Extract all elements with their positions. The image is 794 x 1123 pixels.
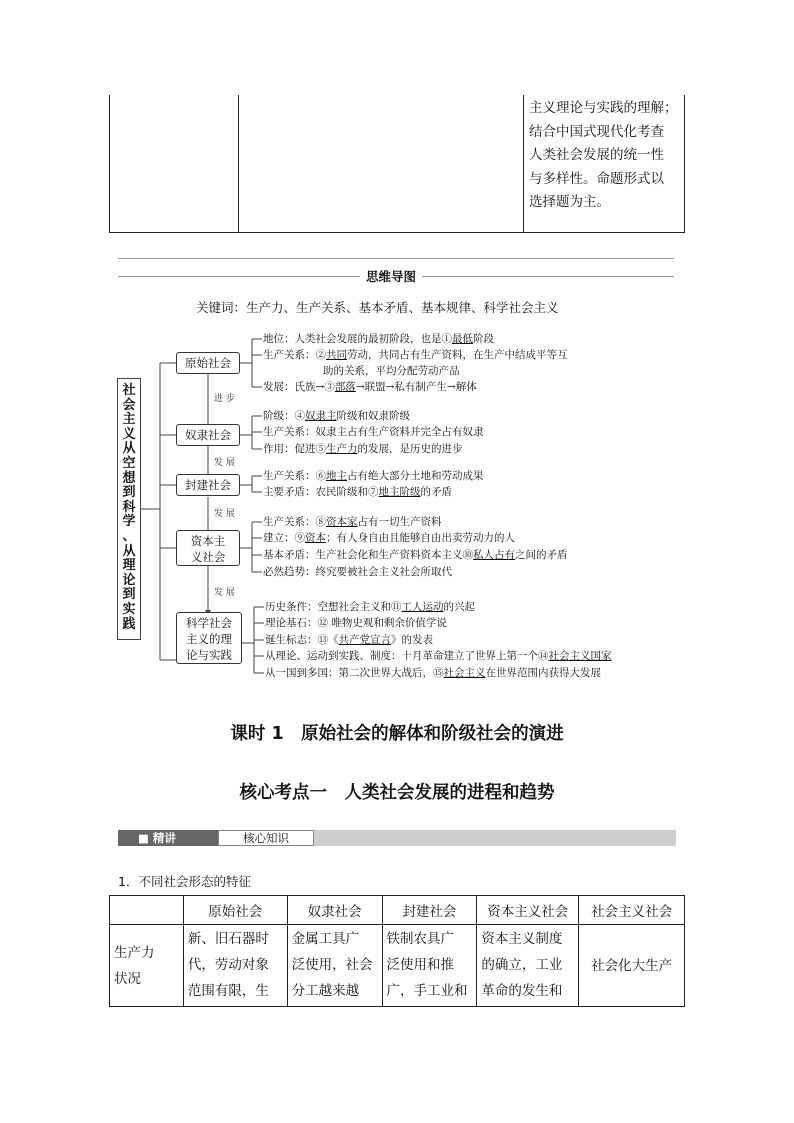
root-char: 空 [122, 455, 136, 471]
table-header: 奴隶社会 [287, 896, 382, 925]
node-line: 论与实践 [186, 648, 232, 662]
objectives-line: 与多样性。命题形式以 [529, 170, 664, 187]
cell-capitalist: 资本主义制度 的确立，工业 革命的发生和 [477, 925, 579, 1007]
arrow-label-develop: 发 展 [214, 588, 235, 598]
branch-capitalist-relations: 生产关系：⑧资本家占有一切生产资料 [263, 516, 442, 528]
answer-blank: 地主阶级 [378, 486, 421, 498]
section-bar-sublabel: 核心知识 [218, 830, 314, 846]
objectives-line: 结合中国式现代化考查 [529, 123, 664, 140]
intro-heading: 1．不同社会形态的特征 [118, 874, 251, 889]
root-char: 到 [122, 587, 136, 603]
mind-map-keywords: 关键词：生产力、生产关系、基本矛盾、基本规律、科学社会主义 [196, 300, 559, 315]
branch-scientific-birth: 诞生标志：⑬《共产党宣言》的发表 [265, 634, 433, 646]
answer-blank: 地主 [326, 470, 347, 482]
cell-feudal: 铁制农具广 泛使用和推 广，手工业和 [382, 925, 477, 1007]
answer-blank: 社会主义国家 [548, 650, 612, 662]
row-label-line: 生产力 [114, 945, 155, 961]
root-char: 会 [122, 397, 136, 413]
answer-blank: 共同 [326, 349, 347, 361]
root-char: 从 [122, 543, 136, 559]
arrow-label-develop: 发 展 [214, 458, 235, 468]
table-header [110, 896, 184, 925]
node-line: 主义的理 [186, 632, 232, 646]
branch-scientific-cornerstone: 理论基石：⑫ 唯物史观和剩余价值学说 [265, 617, 447, 629]
cell-socialist: 社会化大生产 [579, 925, 685, 1007]
table-header: 资本主义社会 [477, 896, 579, 925]
answer-blank: 生产力 [326, 443, 358, 455]
node-capitalist-society [176, 530, 240, 566]
node-line: 资本主 [190, 534, 226, 548]
table-header: 封建社会 [382, 896, 477, 925]
arrow-label-develop: 发 展 [214, 509, 235, 519]
root-char: 学 [122, 514, 136, 530]
node-slave-society: 奴隶社会 [176, 424, 240, 446]
root-char: 、 [122, 528, 136, 544]
root-char: 理 [122, 558, 136, 574]
branch-capitalist-contradiction: 基本矛盾：生产社会化和生产资料资本主义⑩私人占有之间的矛盾 [263, 549, 568, 561]
root-char: 践 [122, 616, 136, 632]
section-bar-label: ■ 精讲 [118, 830, 218, 846]
objectives-line: 人类社会发展的统一性 [529, 147, 664, 163]
branch-capitalist-establish: 建立：⑨资本；有人身自由且能够自由出卖劳动力的人 [263, 532, 515, 544]
root-char: 社 [122, 383, 136, 398]
root-char: 实 [122, 601, 136, 617]
root-char: 想 [122, 470, 136, 486]
answer-blank: 工人运动 [401, 601, 444, 613]
node-primitive-society: 原始社会 [176, 352, 240, 374]
answer-blank: 部落 [334, 381, 356, 393]
answer-blank: 社会主义 [443, 667, 486, 679]
row-label-line: 状况 [114, 971, 141, 987]
cell-slave: 金属工具广 泛使用，社会 分工越来越 [287, 925, 382, 1007]
branch-feudal-contradiction: 主要矛盾：农民阶级和⑦地主阶级的矛盾 [263, 486, 452, 498]
arrow-label-progress: 进 步 [214, 394, 235, 404]
branch-primitive-relations: 生产关系：②共同劳动，共同占有生产资料，在生产中结成平等互 [263, 349, 568, 361]
table-header-row [110, 896, 685, 925]
answer-blank: 共产党宣言 [338, 634, 391, 646]
table-header: 原始社会 [183, 896, 287, 925]
answer-blank: 最低 [452, 333, 473, 345]
mind-map-root [117, 378, 141, 640]
branch-primitive-status: 地位：人类社会发展的最初阶段，也是①最低阶段 [263, 333, 494, 345]
root-char: 到 [122, 485, 136, 501]
branch-scientific-practice: 从理论、运动到实践、制度：十月革命建立了世界上第一个⑭社会主义国家 [265, 650, 612, 662]
objectives-line: 选择题为主。 [529, 194, 610, 210]
core-point-title: 核心考点一 人类社会发展的进程和趋势 [239, 783, 555, 803]
root-char: 论 [122, 572, 136, 588]
root-char: 义 [122, 426, 136, 442]
branch-scientific-expansion: 从一国到多国：第二次世界大战后，⑮社会主义在世界范围内获得大发展 [265, 667, 601, 679]
root-char: 主 [122, 412, 136, 428]
objectives-line: 主义理论与实践的理解； [529, 100, 678, 116]
branch-slave-relations: 生产关系：奴隶主占有生产资料并完全占有奴隶 [263, 426, 484, 438]
social-forms-table [109, 895, 685, 1007]
table-header: 社会主义社会 [579, 896, 685, 925]
branch-primitive-development: 发展：氏族→③部落→联盟→私有制产生→解体 [263, 381, 477, 393]
row-label [110, 925, 184, 1007]
branch-slave-role: 作用：促进⑤生产力的发展，是历史的进步 [263, 443, 463, 455]
node-scientific-socialism [176, 612, 242, 664]
table-row [110, 925, 685, 1007]
branch-scientific-conditions: 历史条件：空想社会主义和⑪工人运动的兴起 [265, 601, 475, 613]
answer-blank: 私人占有 [473, 549, 515, 561]
node-feudal-society: 封建社会 [176, 474, 240, 496]
answer-blank: 资本 [305, 532, 326, 544]
cell-primitive: 新、旧石器时 代，劳动对象 范围有限，生 [183, 925, 287, 1007]
node-line: 义社会 [190, 550, 226, 564]
section-bar [118, 830, 676, 846]
node-line: 科学社会 [186, 616, 232, 630]
answer-blank: 资本家 [326, 516, 358, 528]
root-char: 从 [122, 441, 136, 457]
mind-map-title: 思维导图 [360, 267, 422, 285]
branch-capitalist-trend: 必然趋势：终究要被社会主义社会所取代 [263, 566, 452, 578]
root-char: 科 [122, 499, 136, 515]
branch-slave-class: 阶级：④奴隶主阶级和奴隶阶级 [263, 410, 410, 422]
answer-blank: 奴隶主 [305, 410, 337, 422]
lesson-title: 课时 1 原始社会的解体和阶级社会的演进 [230, 724, 564, 744]
branch-feudal-relations: 生产关系：⑥地主占有绝大部分土地和劳动成果 [263, 470, 484, 482]
branch-primitive-relations-cont: 助的关系，平均分配劳动产品 [323, 365, 460, 377]
